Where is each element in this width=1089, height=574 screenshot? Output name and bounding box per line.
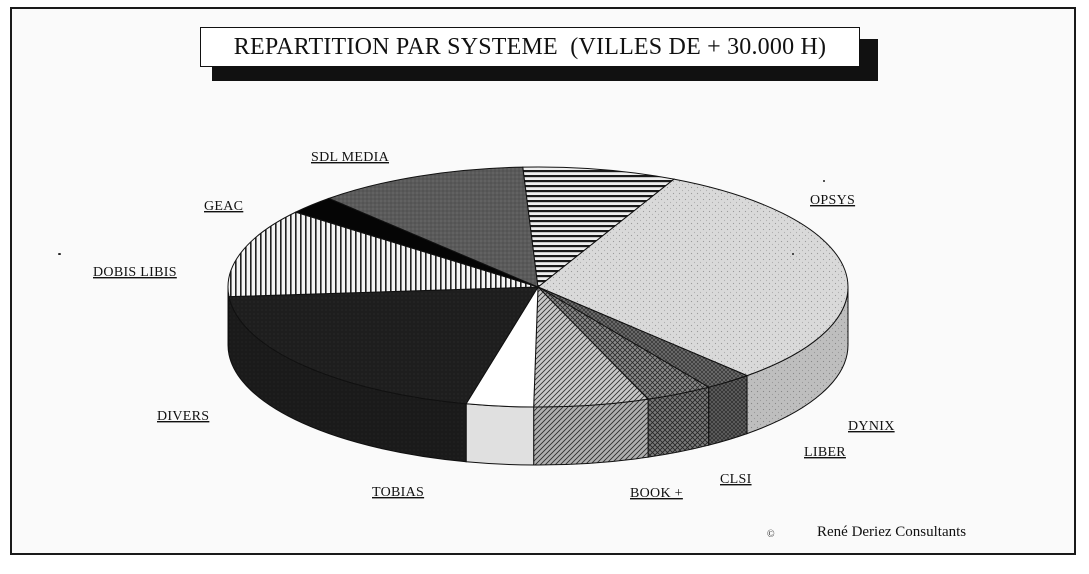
slice-label-dynix: DYNIX: [848, 419, 895, 434]
chart-title: REPARTITION PAR SYSTEME (VILLES DE + 30.000 H): [200, 27, 860, 67]
pie-side-shade-clsi: [534, 399, 648, 465]
copyright-icon: ©: [767, 529, 775, 540]
pie-side-shade-book: [466, 404, 534, 465]
slice-label-book: BOOK +: [630, 486, 683, 501]
credit-text: René Deriez Consultants: [817, 524, 967, 540]
slice-label-divers: DIVERS: [157, 409, 210, 424]
slice-label-geac: GEAC: [204, 199, 244, 214]
slice-label-tobias: TOBIAS: [372, 485, 425, 500]
slice-label-opsys: OPSYS: [810, 193, 856, 208]
slice-label-liber: LIBER: [804, 445, 846, 460]
slice-label-sdl-media: SDL MEDIA: [311, 150, 390, 165]
scan-speck: [792, 253, 794, 255]
scan-speck: [823, 180, 825, 182]
slice-label-clsi: CLSI: [720, 472, 752, 487]
slice-label-dobis-libis: DOBIS LIBIS: [93, 265, 177, 280]
scan-speck: [58, 253, 61, 255]
